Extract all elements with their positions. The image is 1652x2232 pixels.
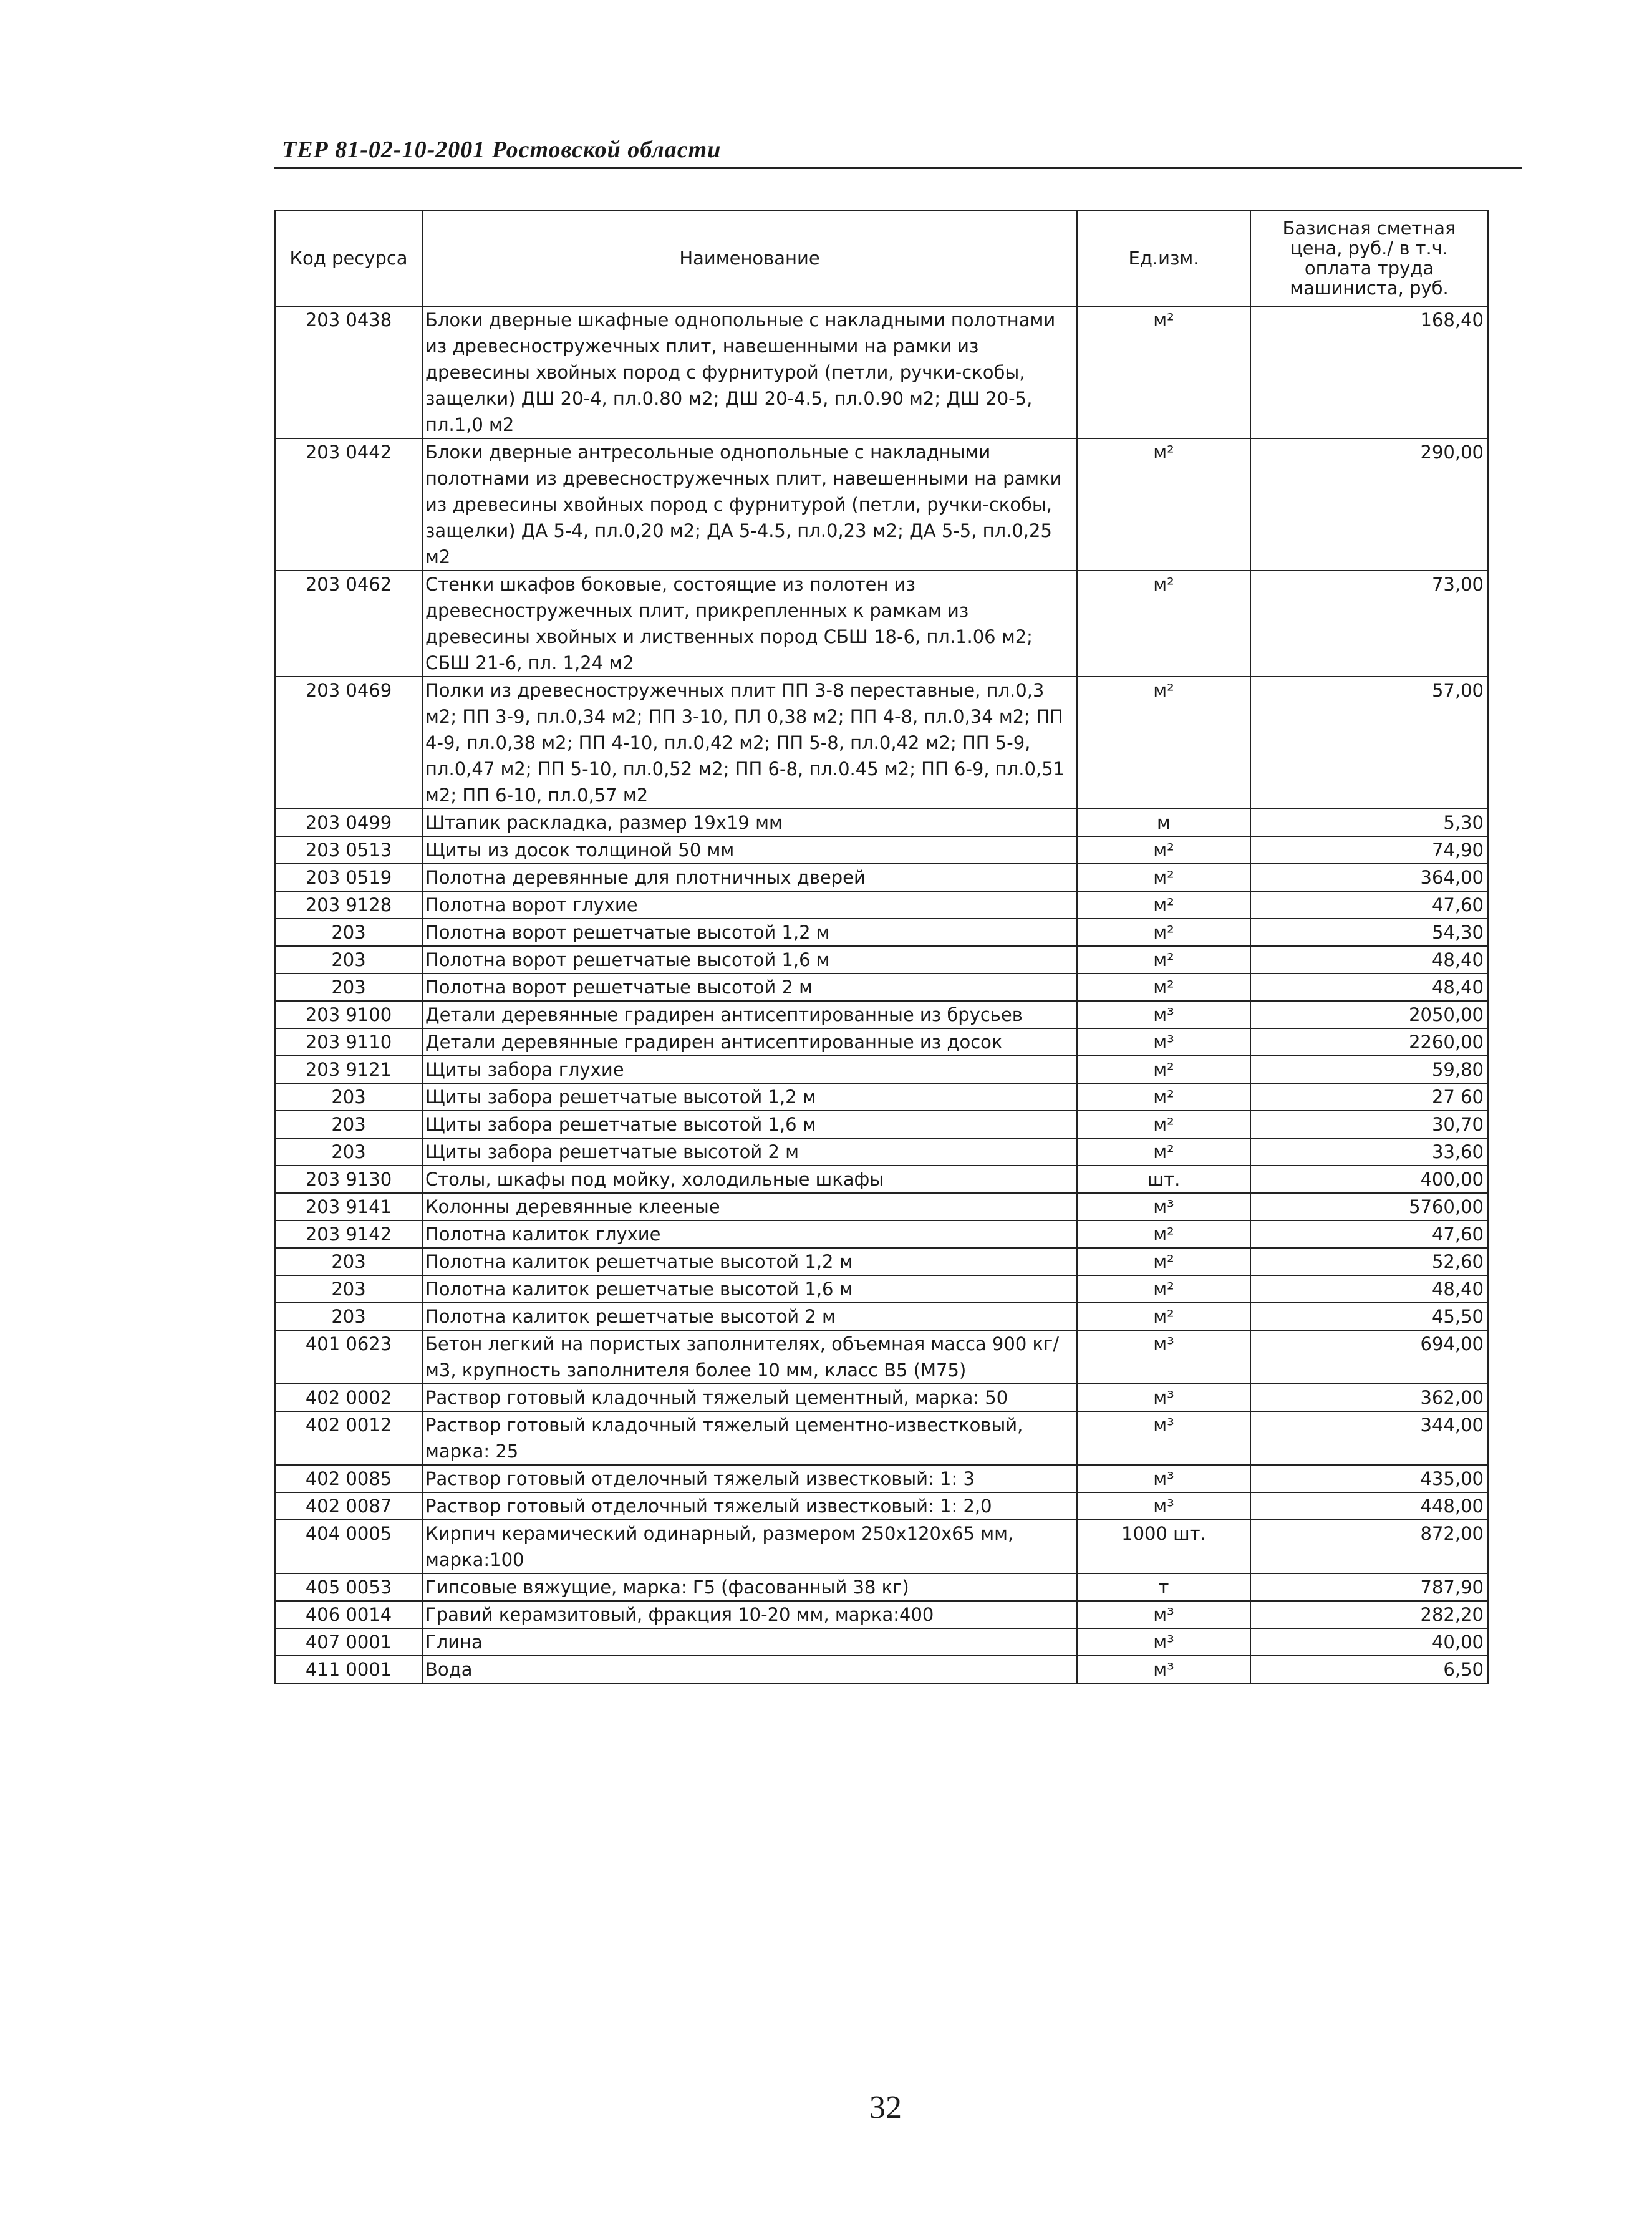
price-cell: 54,30 [1250, 919, 1488, 946]
resource-code-cell: 407 0001 [275, 1628, 422, 1656]
resource-code-cell: 203 [275, 919, 422, 946]
unit-cell: м³ [1077, 1411, 1250, 1465]
column-header-name: Наименование [422, 210, 1077, 306]
resource-code-cell: 203 9110 [275, 1028, 422, 1056]
unit-cell: м² [1077, 1303, 1250, 1330]
resource-code-cell: 203 0438 [275, 306, 422, 438]
table-row [275, 1166, 1488, 1193]
resource-name-cell: Столы, шкафы под мойку, холодильные шкафы [422, 1166, 1077, 1193]
resource-name-cell: Блоки дверные антресольные однопольные с накладными полотнами из древесностружечных плит, навешенными на рамки из древесины хвойных пород с фурнитурой (петли, ручки-скобы, защелки) ДА 5-4, пл.0,20 м2; ДА 5-4.5, пл.0,23 м2; ДА 5-5, пл.0,25 м2 [422, 438, 1077, 571]
unit-cell: м³ [1077, 1465, 1250, 1492]
unit-cell: м³ [1077, 1628, 1250, 1656]
price-cell: 45,50 [1250, 1303, 1488, 1330]
column-header-price: Базисная сметная цена, руб./ в т.ч. оплата труда машиниста, руб. [1250, 210, 1488, 306]
price-cell: 694,00 [1250, 1330, 1488, 1384]
resource-code-cell: 203 [275, 973, 422, 1001]
resource-name-cell: Щиты забора решетчатые высотой 2 м [422, 1138, 1077, 1166]
table-row [275, 1248, 1488, 1275]
price-cell: 30,70 [1250, 1111, 1488, 1138]
resource-name-cell: Полотна деревянные для плотничных дверей [422, 864, 1077, 891]
header-rule [274, 167, 1522, 169]
price-cell: 48,40 [1250, 946, 1488, 973]
resource-name-cell: Полотна ворот решетчатые высотой 1,6 м [422, 946, 1077, 973]
price-cell: 2050,00 [1250, 1001, 1488, 1028]
resource-code-cell: 203 [275, 1275, 422, 1303]
resource-code-cell: 203 [275, 1303, 422, 1330]
unit-cell: м³ [1077, 1384, 1250, 1411]
table-row [275, 1411, 1488, 1465]
resource-code-cell: 402 0012 [275, 1411, 422, 1465]
table-row [275, 1001, 1488, 1028]
price-cell: 47,60 [1250, 1220, 1488, 1248]
table-header-row [275, 210, 1488, 306]
price-cell: 282,20 [1250, 1601, 1488, 1628]
resource-name-cell: Раствор готовый кладочный тяжелый цементно-известковый, марка: 25 [422, 1411, 1077, 1465]
price-cell: 40,00 [1250, 1628, 1488, 1656]
resource-code-cell: 402 0087 [275, 1492, 422, 1520]
resource-name-cell: Полотна ворот решетчатые высотой 1,2 м [422, 919, 1077, 946]
price-cell: 57,00 [1250, 677, 1488, 809]
unit-cell: м² [1077, 836, 1250, 864]
unit-cell: м³ [1077, 1330, 1250, 1384]
price-cell: 47,60 [1250, 891, 1488, 919]
resource-name-cell: Щиты из досок толщиной 50 мм [422, 836, 1077, 864]
price-cell: 448,00 [1250, 1492, 1488, 1520]
resource-name-cell: Щиты забора решетчатые высотой 1,6 м [422, 1111, 1077, 1138]
resource-name-cell: Глина [422, 1628, 1077, 1656]
unit-cell: м³ [1077, 1492, 1250, 1520]
price-cell: 33,60 [1250, 1138, 1488, 1166]
resource-code-cell: 411 0001 [275, 1656, 422, 1683]
resource-name-cell: Колонны деревянные клееные [422, 1193, 1077, 1220]
price-cell: 5,30 [1250, 809, 1488, 836]
table-row [275, 1303, 1488, 1330]
unit-cell: м² [1077, 919, 1250, 946]
resource-code-cell: 203 [275, 1138, 422, 1166]
unit-cell: м² [1077, 946, 1250, 973]
table-row [275, 1628, 1488, 1656]
table-row [275, 1601, 1488, 1628]
resource-name-cell: Штапик раскладка, размер 19х19 мм [422, 809, 1077, 836]
table-row [275, 1111, 1488, 1138]
unit-cell: м² [1077, 1056, 1250, 1083]
resource-name-cell: Блоки дверные шкафные однопольные с накладными полотнами из древесностружечных плит, навешенными на рамки из древесины хвойных пород с фурнитурой (петли, ручки-скобы, защелки) ДШ 20-4, пл.0.80 м2; ДШ 20-4.5, пл.0.90 м2; ДШ 20-5, пл.1,0 м2 [422, 306, 1077, 438]
resource-code-cell: 405 0053 [275, 1573, 422, 1601]
price-cell: 59,80 [1250, 1056, 1488, 1083]
resource-name-cell: Щиты забора глухие [422, 1056, 1077, 1083]
price-cell: 74,90 [1250, 836, 1488, 864]
price-cell: 52,60 [1250, 1248, 1488, 1275]
resource-code-cell: 203 0469 [275, 677, 422, 809]
resource-code-cell: 203 [275, 1111, 422, 1138]
table-row [275, 1492, 1488, 1520]
table-row [275, 1656, 1488, 1683]
resource-code-cell: 203 [275, 1083, 422, 1111]
unit-cell: м [1077, 809, 1250, 836]
resource-code-cell: 203 [275, 1248, 422, 1275]
price-cell: 787,90 [1250, 1573, 1488, 1601]
price-cell: 168,40 [1250, 306, 1488, 438]
unit-cell: м² [1077, 306, 1250, 438]
price-cell: 362,00 [1250, 1384, 1488, 1411]
resource-code-cell: 203 9121 [275, 1056, 422, 1083]
table-row [275, 306, 1488, 438]
table-row [275, 1520, 1488, 1573]
resource-code-cell: 203 9130 [275, 1166, 422, 1193]
resource-name-cell: Полотна калиток решетчатые высотой 2 м [422, 1303, 1077, 1330]
unit-cell: м² [1077, 1138, 1250, 1166]
page-number: 32 [869, 2090, 902, 2125]
price-cell: 435,00 [1250, 1465, 1488, 1492]
table-row [275, 1275, 1488, 1303]
table-row [275, 677, 1488, 809]
table-row [275, 891, 1488, 919]
resource-code-cell: 203 9142 [275, 1220, 422, 1248]
resource-code-cell: 404 0005 [275, 1520, 422, 1573]
unit-cell: м² [1077, 864, 1250, 891]
price-cell: 290,00 [1250, 438, 1488, 571]
price-cell: 73,00 [1250, 571, 1488, 677]
unit-cell: т [1077, 1573, 1250, 1601]
column-header-unit: Ед.изм. [1077, 210, 1250, 306]
unit-cell: м² [1077, 1248, 1250, 1275]
price-cell: 400,00 [1250, 1166, 1488, 1193]
resource-price-table [274, 210, 1489, 1684]
unit-cell: м² [1077, 891, 1250, 919]
resource-code-cell: 203 9141 [275, 1193, 422, 1220]
resource-code-cell: 203 9100 [275, 1001, 422, 1028]
unit-cell: м² [1077, 571, 1250, 677]
table-row [275, 1220, 1488, 1248]
unit-cell: м² [1077, 1275, 1250, 1303]
resource-name-cell: Полотна ворот глухие [422, 891, 1077, 919]
price-cell: 6,50 [1250, 1656, 1488, 1683]
resource-name-cell: Раствор готовый отделочный тяжелый известковый: 1: 2,0 [422, 1492, 1077, 1520]
table-row [275, 919, 1488, 946]
resource-code-cell: 203 [275, 946, 422, 973]
table-row [275, 946, 1488, 973]
table-row [275, 1193, 1488, 1220]
resource-name-cell: Полотна калиток решетчатые высотой 1,2 м [422, 1248, 1077, 1275]
price-cell: 48,40 [1250, 973, 1488, 1001]
resource-code-cell: 401 0623 [275, 1330, 422, 1384]
resource-name-cell: Стенки шкафов боковые, состоящие из полотен из древесностружечных плит, прикрепленных к рамкам из древесины хвойных и лиственных пород СБШ 18-6, пл.1.06 м2; СБШ 21-6, пл. 1,24 м2 [422, 571, 1077, 677]
resource-name-cell: Вода [422, 1656, 1077, 1683]
price-cell: 5760,00 [1250, 1193, 1488, 1220]
resource-code-cell: 402 0085 [275, 1465, 422, 1492]
table-row [275, 1330, 1488, 1384]
table-row [275, 1083, 1488, 1111]
resource-code-cell: 203 0462 [275, 571, 422, 677]
unit-cell: м² [1077, 1220, 1250, 1248]
resource-code-cell: 203 0442 [275, 438, 422, 571]
table-row [275, 1465, 1488, 1492]
price-cell: 27 60 [1250, 1083, 1488, 1111]
resource-name-cell: Раствор готовый кладочный тяжелый цементный, марка: 50 [422, 1384, 1077, 1411]
unit-cell: м² [1077, 1083, 1250, 1111]
unit-cell: м² [1077, 438, 1250, 571]
table-row [275, 1028, 1488, 1056]
table-row [275, 836, 1488, 864]
table-row [275, 864, 1488, 891]
table-row [275, 809, 1488, 836]
table-row [275, 1056, 1488, 1083]
resource-name-cell: Бетон легкий на пористых заполнителях, объемная масса 900 кг/м3, крупность заполнителя более 10 мм, класс В5 (М75) [422, 1330, 1077, 1384]
unit-cell: м³ [1077, 1028, 1250, 1056]
resource-code-cell: 406 0014 [275, 1601, 422, 1628]
resource-name-cell: Полотна калиток решетчатые высотой 1,6 м [422, 1275, 1077, 1303]
unit-cell: шт. [1077, 1166, 1250, 1193]
table-body [275, 306, 1488, 1683]
unit-cell: м³ [1077, 1193, 1250, 1220]
price-cell: 2260,00 [1250, 1028, 1488, 1056]
resource-name-cell: Полотна калиток глухие [422, 1220, 1077, 1248]
unit-cell: м³ [1077, 1656, 1250, 1683]
price-cell: 872,00 [1250, 1520, 1488, 1573]
unit-cell: м² [1077, 677, 1250, 809]
table-row [275, 973, 1488, 1001]
resource-code-cell: 203 9128 [275, 891, 422, 919]
price-cell: 344,00 [1250, 1411, 1488, 1465]
resource-name-cell: Гравий керамзитовый, фракция 10-20 мм, марка:400 [422, 1601, 1077, 1628]
price-cell: 48,40 [1250, 1275, 1488, 1303]
resource-name-cell: Гипсовые вяжущие, марка: Г5 (фасованный 38 кг) [422, 1573, 1077, 1601]
resource-name-cell: Полотна ворот решетчатые высотой 2 м [422, 973, 1077, 1001]
table-row [275, 1384, 1488, 1411]
resource-code-cell: 203 0519 [275, 864, 422, 891]
unit-cell: м² [1077, 973, 1250, 1001]
table-row [275, 1573, 1488, 1601]
resource-name-cell: Детали деревянные градирен антисептированные из досок [422, 1028, 1077, 1056]
document-header-title: ТЕР 81-02-10-2001 Ростовской области [282, 137, 722, 163]
unit-cell: 1000 шт. [1077, 1520, 1250, 1573]
price-cell: 364,00 [1250, 864, 1488, 891]
resource-name-cell: Кирпич керамический одинарный, размером 250х120х65 мм, марка:100 [422, 1520, 1077, 1573]
resource-name-cell: Щиты забора решетчатые высотой 1,2 м [422, 1083, 1077, 1111]
table-row [275, 571, 1488, 677]
column-header-code: Код ресурса [275, 210, 422, 306]
resource-name-cell: Полки из древесностружечных плит ПП 3-8 переставные, пл.0,3 м2; ПП 3-9, пл.0,34 м2; ПП 3-10, ПЛ 0,38 м2; ПП 4-8, пл.0,34 м2; ПП 4-9, пл.0,38 м2; ПП 4-10, пл.0,42 м2; ПП 5-8, пл.0,42 м2; ПП 5-9, пл.0,47 м2; ПП 5-10, пл.0,52 м2; ПП 6-8, пл.0.45 м2; ПП 6-9, пл.0,51 м2; ПП 6-10, пл.0,57 м2 [422, 677, 1077, 809]
unit-cell: м² [1077, 1111, 1250, 1138]
resource-name-cell: Раствор готовый отделочный тяжелый известковый: 1: 3 [422, 1465, 1077, 1492]
unit-cell: м³ [1077, 1001, 1250, 1028]
unit-cell: м³ [1077, 1601, 1250, 1628]
table-row [275, 1138, 1488, 1166]
resource-code-cell: 203 0499 [275, 809, 422, 836]
resource-code-cell: 402 0002 [275, 1384, 422, 1411]
table-row [275, 438, 1488, 571]
resource-code-cell: 203 0513 [275, 836, 422, 864]
resource-name-cell: Детали деревянные градирен антисептированные из брусьев [422, 1001, 1077, 1028]
